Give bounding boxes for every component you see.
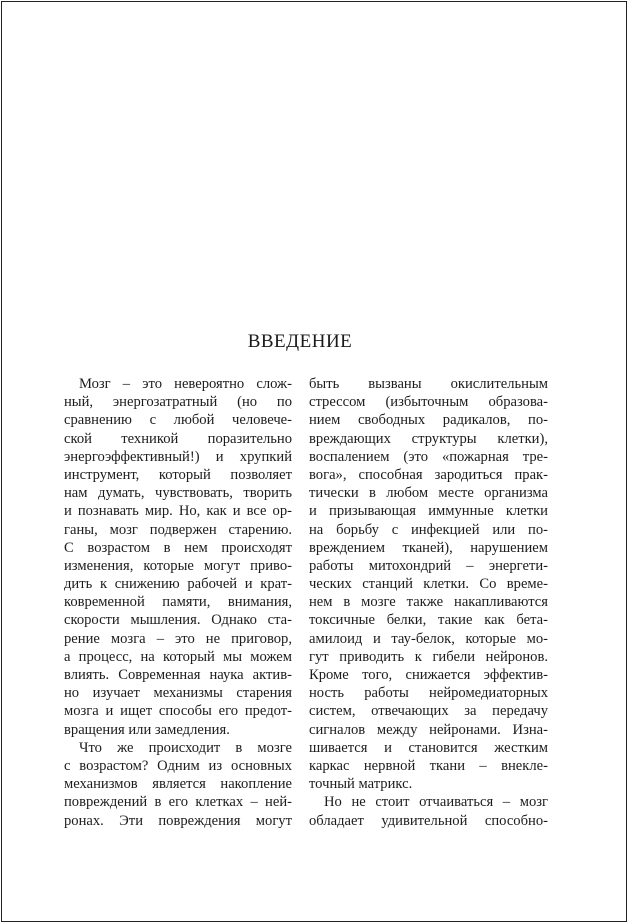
text-line: механизмов является накопление (64, 776, 292, 793)
text-line: мозга и ищет способы его предот- (64, 703, 292, 720)
text-line: вращения или замедления. (64, 721, 230, 738)
text-line: воспалением (это «пожарная тре- (309, 448, 548, 465)
text-line: ганы, мозг подвержен старению. (64, 521, 292, 538)
text-line: и познавать мир. Но, как и все ор- (64, 503, 292, 520)
text-line: работы митохондрий – энергети- (309, 557, 548, 574)
text-line: Мозг – это невероятно слож- (79, 376, 292, 392)
text-line: с возрастом? Одним из основных (64, 757, 292, 774)
text-line: сигналов между нейронами. Изна- (309, 721, 548, 738)
text-line: Кроме того, снижается эффектив- (309, 667, 548, 683)
text-line: и призывающая иммунные клетки (309, 503, 548, 520)
text-line: вреждением тканей), нарушением (309, 539, 548, 556)
text-line: ность работы нейромедиаторных (309, 685, 548, 702)
text-line: а процесс, на который мы можем (64, 648, 292, 665)
text-line: амилоид и тау-белок, которые мо- (309, 630, 548, 647)
text-line: инструмент, который позволяет (64, 466, 292, 483)
text-line: влиять. Современная наука актив- (64, 667, 292, 683)
text-line: повреждений в его клетках – ней- (64, 794, 292, 811)
text-line: быть вызваны окислительным (309, 376, 548, 392)
text-line: изменения, которые могут приво- (64, 557, 292, 574)
text-line: систем, отвечающих за передачу (309, 703, 548, 720)
text-line: точный матрикс. (309, 776, 413, 793)
text-line: нем в мозге также накапливаются (309, 594, 548, 611)
text-line: энергоэффективный!) и хрупкий (64, 448, 292, 465)
text-line: дить к снижению рабочей и крат- (64, 576, 292, 593)
text-line: ской техникой поразительно (64, 430, 292, 447)
text-line: скорости мышления. Однако ста- (64, 612, 292, 629)
text-line: гут приводить к гибели нейронов. (309, 648, 548, 665)
text-line: стрессом (избыточным образова- (309, 394, 548, 411)
text-line: вреждающих структуры клетки), (309, 430, 548, 447)
text-line: каркас нервной ткани – внекле- (309, 757, 548, 774)
text-line: ронах. Эти повреждения могут (64, 812, 292, 829)
text-line: Но не стоит отчаиваться – мозг (324, 794, 548, 811)
text-line: С возрастом в нем происходят (64, 539, 292, 556)
text-line: на борьбу с инфекцией или по- (309, 521, 548, 538)
text-line: нам думать, чувствовать, творить (64, 485, 292, 502)
text-line: ковременной памяти, внимания, (64, 594, 292, 611)
text-line: ческих станций клетки. Со време- (309, 576, 548, 593)
text-line: но изучает механизмы старения (64, 685, 292, 702)
text-line: Что же происходит в мозге (79, 739, 292, 756)
text-line: сравнению с любой человече- (64, 412, 292, 429)
text-column-left (64, 375, 292, 830)
text-line: рение мозга – это не приговор, (64, 630, 292, 647)
text-line: нием свободных радикалов, по- (309, 412, 548, 429)
text-line: шивается и становится жестким (309, 739, 548, 756)
chapter-title: ВВЕДЕНИЕ (247, 331, 353, 352)
text-line: тически в любом месте организма (309, 485, 548, 502)
text-line: ный, энергозатратный (но по (64, 394, 292, 411)
text-column-right (309, 375, 548, 830)
text-line: обладает удивительной способно- (309, 812, 548, 829)
text-line: вога», способная зародиться прак- (309, 466, 548, 483)
text-line: токсичные белки, такие как бета- (309, 612, 548, 629)
